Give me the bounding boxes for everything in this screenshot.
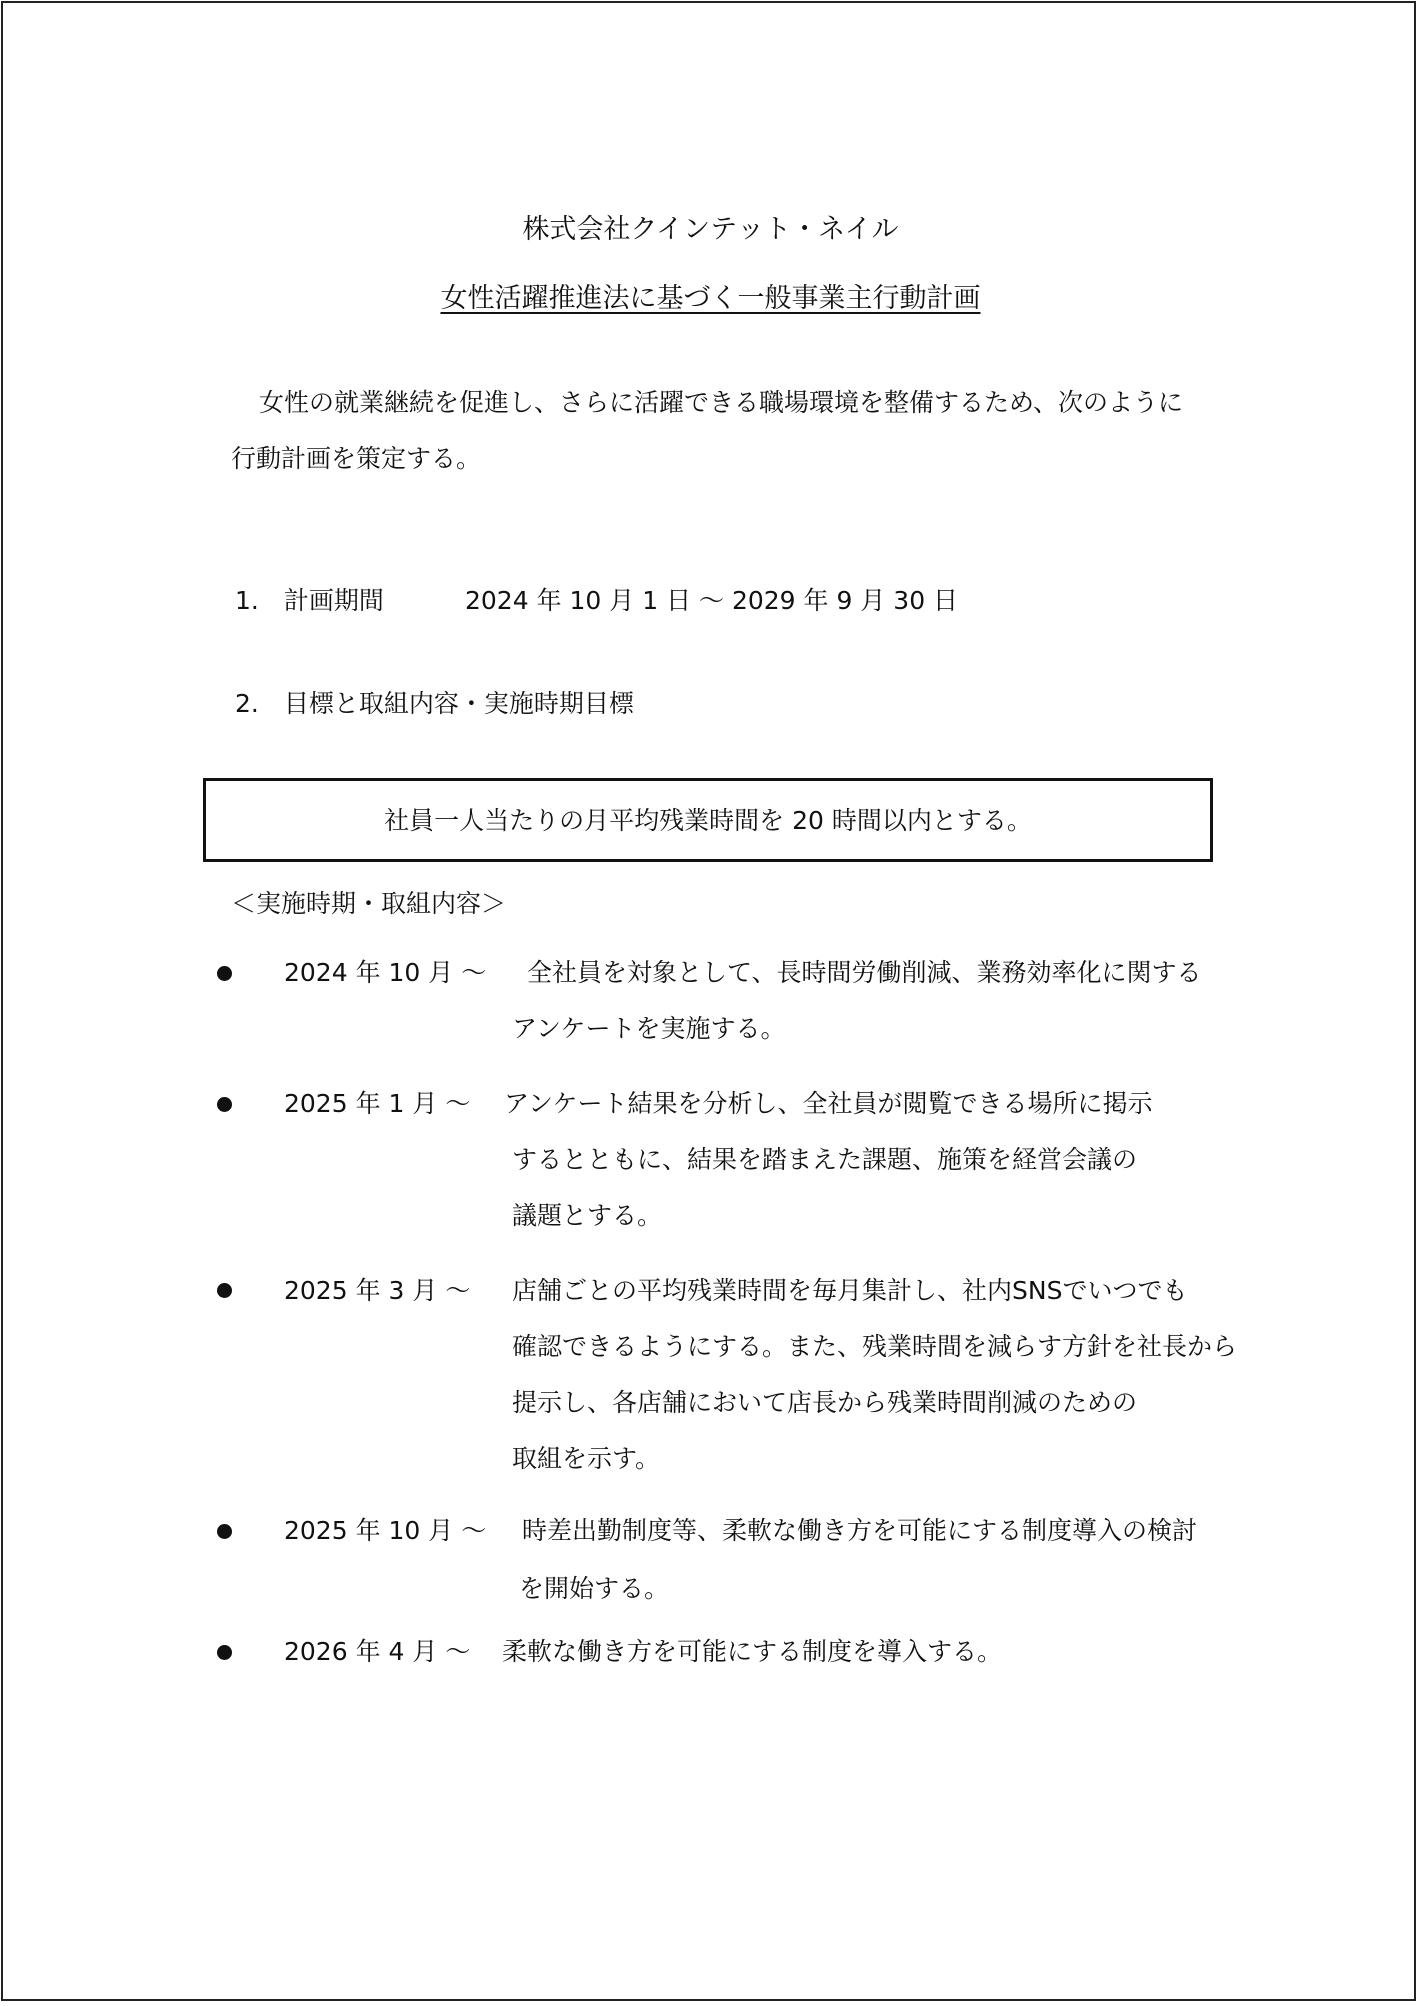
company-name: 株式会社クインテット・ネイル [522,214,899,245]
schedule-text-line: 店舗ごとの平均残業時間を毎月集計し、社内SNSでいつでも [512,1276,1188,1305]
bullet-icon [217,1645,232,1660]
section-2-label: 2. 目標と取組内容・実施時期目標 [235,689,634,718]
schedule-text-line: を開始する。 [519,1574,670,1603]
schedule-period: 2025 年 3 月 ～ [284,1276,471,1305]
schedule-period: 2025 年 1 月 ～ [284,1089,471,1118]
bullet-icon [217,1097,232,1112]
bullet-icon [217,1283,232,1298]
schedule-text-line: アンケート結果を分析し、全社員が閲覧できる場所に掲示 [504,1089,1153,1118]
schedule-text-line: 柔軟な働き方を可能にする制度を導入する。 [502,1637,1003,1666]
schedule-text-line: 時差出勤制度等、柔軟な働き方を可能にする制度導入の検討 [522,1516,1198,1545]
schedule-text-line: するとともに、結果を踏まえた課題、施策を経営会議の [512,1145,1138,1174]
plan-period-value: 2024 年 10 月 1 日 ～ 2029 年 9 月 30 日 [465,586,959,615]
schedule-period: 2025 年 10 月 ～ [284,1516,487,1545]
schedule-text-line: 確認できるようにする。また、残業時間を減らす方針を社長から [512,1332,1238,1361]
document-title [0,283,1421,315]
schedule-text-line: 全社員を対象として、長時間労働削減、業務効率化に関する [527,958,1202,987]
schedule-period: 2026 年 4 月 ～ [284,1637,471,1666]
bullet-icon [217,966,232,981]
schedule-text-line: 取組を示す。 [512,1444,661,1473]
bullet-icon [217,1524,232,1539]
goal-text: 社員一人当たりの月平均残業時間を 20 時間以内とする。 [384,806,1032,835]
schedule-period: 2024 年 10 月 ～ [284,958,487,987]
goal-box [203,778,1213,862]
schedule-text-line: アンケートを実施する。 [512,1014,786,1043]
schedule-text-line: 提示し、各店舗において店長から残業時間削減のための [512,1388,1138,1417]
intro-line-1: 女性の就業継続を促進し、さらに活躍できる職場環境を整備するため、次のように [259,388,1184,417]
document-title-text: 女性活躍推進法に基づく一般事業主行動計画 [440,283,981,314]
section-1-label: 1. 計画期間 [235,586,384,615]
schedule-text-line: 議題とする。 [512,1201,663,1230]
schedule-heading: ＜実施時期・取組内容＞ [231,889,507,918]
intro-line-2: 行動計画を策定する。 [231,444,482,473]
